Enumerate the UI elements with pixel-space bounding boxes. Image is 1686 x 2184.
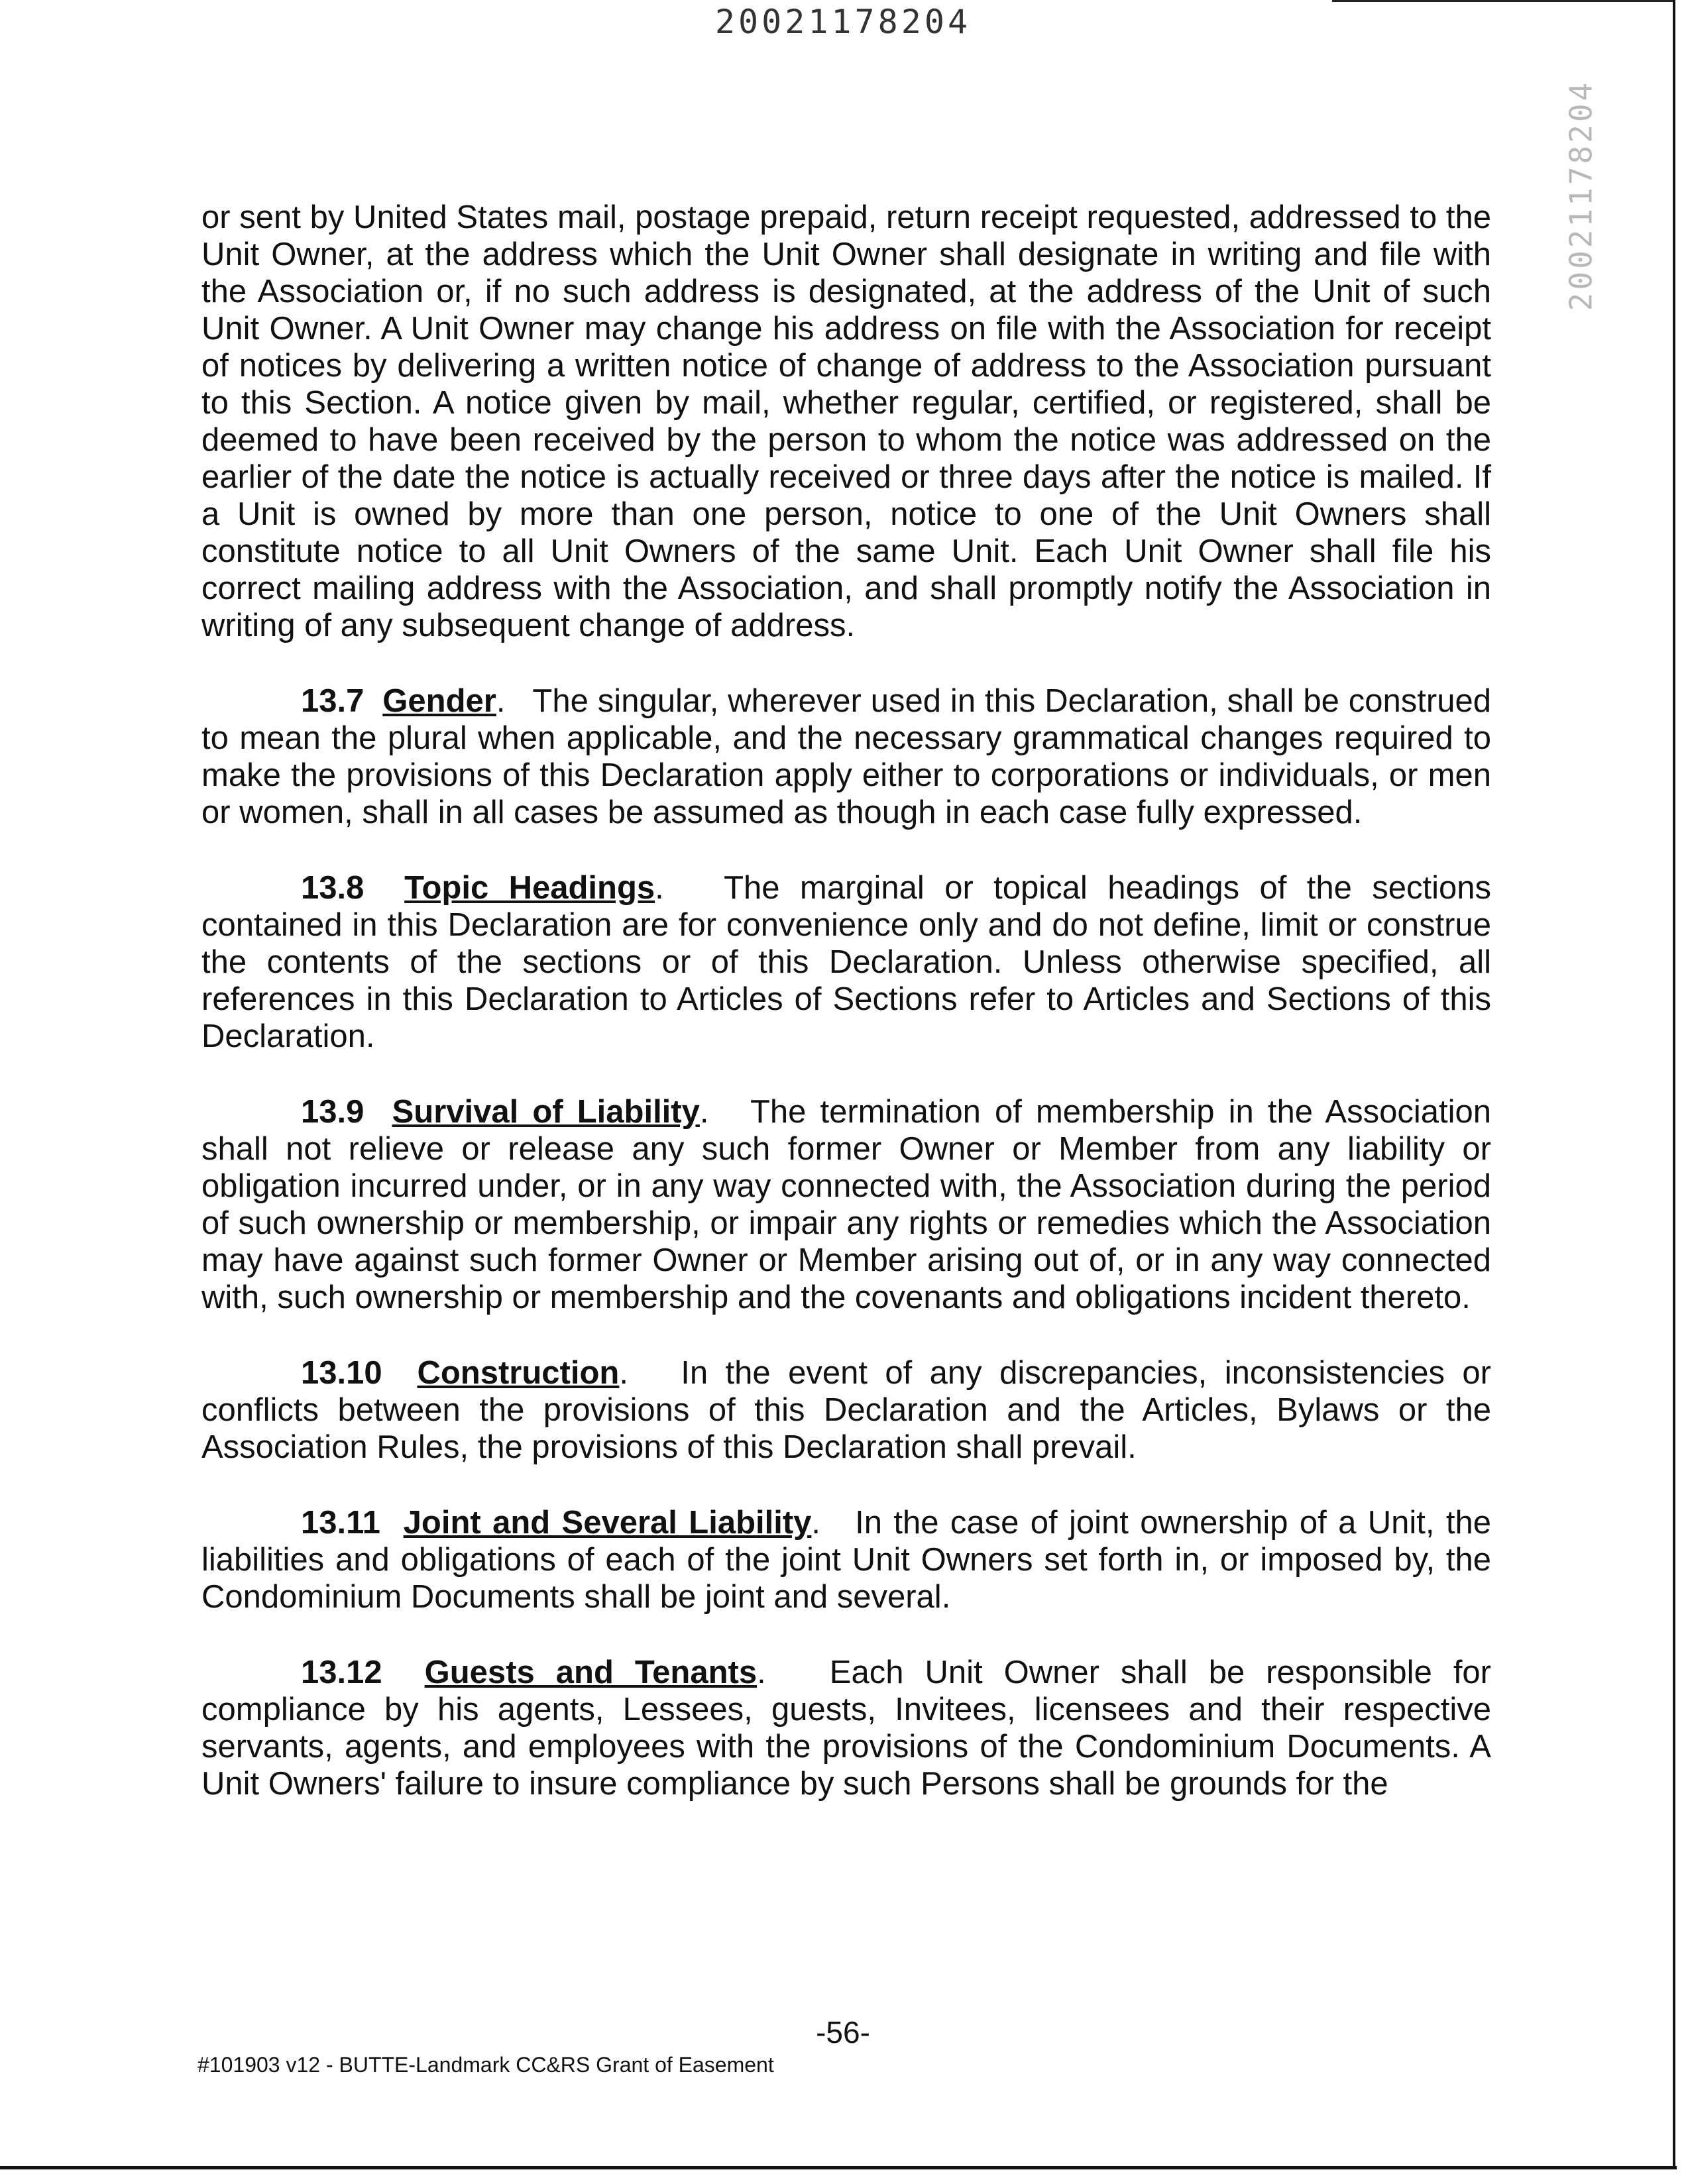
section-number: 13.11 bbox=[301, 1505, 380, 1541]
section-text: The singular, wherever used in this Declaration, shall be construed to mean the plural when applicable, and the necessary grammatical changes required to make the provisions of this Declaration apply either to corporations or individuals, or men or women, shall in all cases be assumed as though in each case fully expressed. bbox=[201, 683, 1491, 830]
section-13-12: 13.12 Guests and Tenants. Each Unit Owner shall be responsible for compliance by his agents, Lessees, guests, Invitees, licensees and their respective servants, agents, and employees with the provisions of the Condominium Documents. A Unit Owners' failure to insure compliance by such Persons shall be grounds for the bbox=[201, 1655, 1492, 1802]
section-number: 13.12 bbox=[301, 1655, 382, 1690]
section-number: 13.8 bbox=[301, 870, 365, 906]
page-body bbox=[201, 199, 1491, 1841]
section-text: Each Unit Owner shall be responsible for compliance by his agents, Lessees, guests, Invitees, licensees and their respective servants, agents, and employees with the provisions of the Condominium Documents. A Unit Owners' failure to insure compliance by such Persons shall be grounds for the bbox=[201, 1655, 1492, 1802]
bottom-scan-border bbox=[0, 2166, 1677, 2169]
side-recording-stamp bbox=[1551, 80, 1610, 311]
section-title: Topic Headings bbox=[404, 870, 655, 906]
section-title: Joint and Several Liability bbox=[403, 1505, 812, 1541]
section-title: Gender bbox=[382, 683, 496, 719]
section-13-10: 13.10 Construction. In the event of any discrepancies, inconsistencies or conflicts between the provisions of this Declaration and the Articles, Bylaws or the Association Rules, the provisions of this Declaration shall prevail. bbox=[201, 1355, 1491, 1465]
continued-paragraph: or sent by United States mail, postage prepaid, return receipt requested, addressed to the Unit Owner, at the address which the Unit Owner shall designate in writing and file with the Association or, if no such address is designated, at the address of the Unit of such Unit Owner. A Unit Owner may change his address on file with the Association for receipt of notices by delivering a written notice of change of address to the Association pursuant to this Section. A notice given by mail, whether regular, certified, or registered, shall be deemed to have been received by the person to whom the notice was addressed on the earlier of the date the notice is actually received or three days after the notice is mailed. If a Unit is owned by more than one person, notice to one of the Unit Owners shall constitute notice to all Unit Owners of the same Unit. Each Unit Owner shall file his correct mailing address with the Association, and shall promptly notify the Association in writing of any subsequent change of address. bbox=[201, 199, 1491, 643]
section-text: The marginal or topical headings of the sections contained in this Declaration are for convenience only and do not define, limit or construe the contents of the sections or of this Declaration. Unless otherwise specified, all references in this Declaration to Articles of Sections refer to Articles and Sections of this Declaration. bbox=[201, 870, 1492, 1054]
section-title: Construction bbox=[417, 1355, 620, 1391]
section-13-7: 13.7 Gender. The singular, wherever used in this Declaration, shall be construed to mean the plural when applicable, and the necessary grammatical changes required to make the provisions of this Declaration apply either to corporations or individuals, or men or women, shall in all cases be assumed as though in each case fully expressed. bbox=[201, 683, 1491, 830]
section-13-8: 13.8 Topic Headings. The marginal or topical headings of the sections contained in this Declaration are for convenience only and do not define, limit or construe the contents of the sections or of this Declaration. Unless otherwise specified, all references in this Declaration to Articles of Sections refer to Articles and Sections of this Declaration. bbox=[201, 870, 1492, 1054]
side-stamp-text: 20021178204 bbox=[1563, 80, 1599, 311]
section-number: 13.10 bbox=[301, 1355, 382, 1391]
document-reference-footer: #101903 v12 - BUTTE-Landmark CC&RS Grant of Easement bbox=[197, 2053, 774, 2077]
section-13-9: 13.9 Survival of Liability. The termination of membership in the Association shall not relieve or release any such former Owner or Member from any liability or obligation incurred under, or in any way connected with, the Association during the period of such ownership or membership, or impair any rights or remedies which the Association may have against such former Owner or Member arising out of, or in any way connected with, such ownership or membership and the covenants and obligations incident thereto. bbox=[201, 1094, 1491, 1315]
section-number: 13.9 bbox=[301, 1094, 365, 1130]
section-text: The termination of membership in the Association shall not relieve or release any such former Owner or Member from any liability or obligation incurred under, or in any way connected with, the Association during the period of such ownership or membership, or impair any rights or remedies which the Association may have against such former Owner or Member arising out of, or in any way connected with, such ownership or membership and the covenants and obligations incident thereto. bbox=[201, 1094, 1491, 1315]
section-title: Guests and Tenants bbox=[424, 1655, 758, 1690]
section-13-11: 13.11 Joint and Several Liability. In the case of joint ownership of a Unit, the liabilities and obligations of each of the joint Unit Owners set forth in, or imposed by, the Condominium Documents shall be joint and several. bbox=[201, 1505, 1491, 1615]
page-number: -56- bbox=[816, 2015, 870, 2049]
top-rule bbox=[1332, 0, 1674, 2]
section-number: 13.7 bbox=[301, 683, 365, 719]
section-title: Survival of Liability bbox=[392, 1094, 700, 1130]
section-text: In the case of joint ownership of a Unit, the liabilities and obligations of each of the joint Unit Owners set forth in, or imposed by, the Condominium Documents shall be joint and several. bbox=[201, 1505, 1491, 1615]
right-scan-border bbox=[1673, 0, 1675, 2167]
recording-number: 20021178204 bbox=[714, 3, 972, 41]
section-text: In the event of any discrepancies, inconsistencies or conflicts between the provisions of this Declaration and the Articles, Bylaws or the Association Rules, the provisions of this Declaration shall prevail. bbox=[201, 1355, 1491, 1465]
